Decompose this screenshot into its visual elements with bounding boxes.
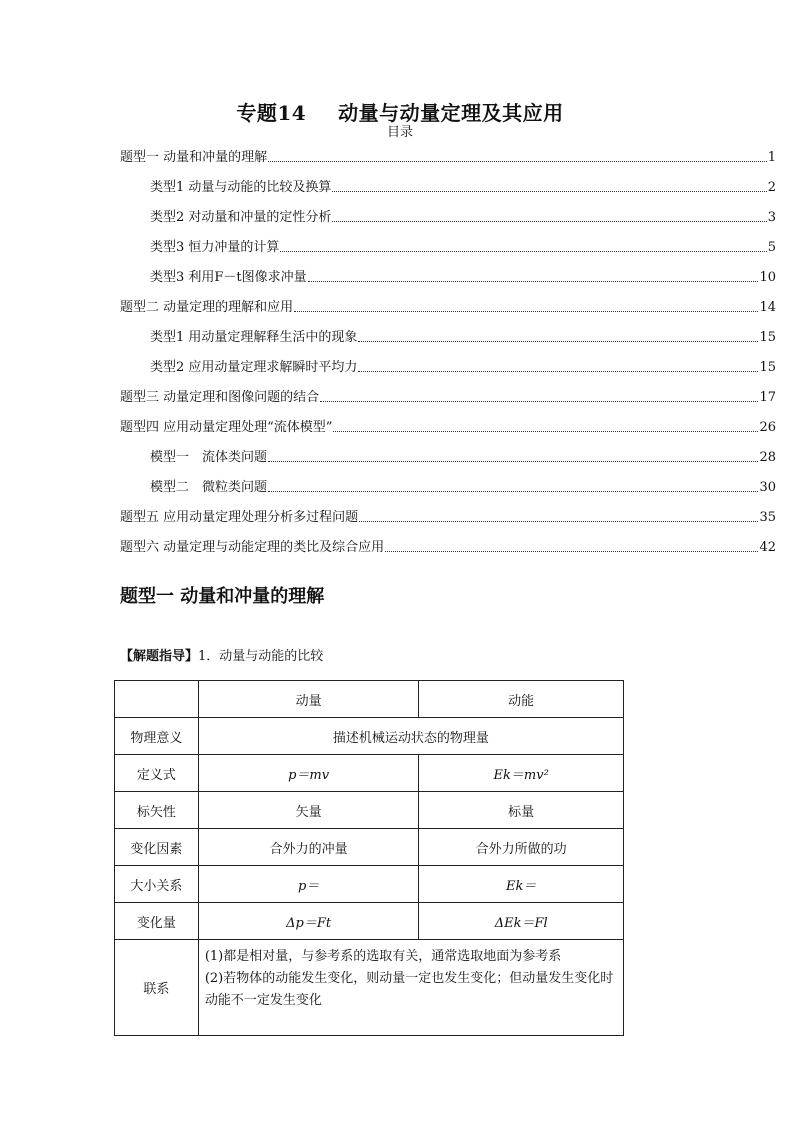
momentum-cell: 矢量 <box>198 792 419 829</box>
toc-dot-leader <box>320 401 758 402</box>
toc-dot-leader <box>333 431 758 432</box>
toc-dot-leader <box>359 521 758 522</box>
toc-entry-page: 15 <box>759 330 776 345</box>
row-label: 变化因素 <box>115 829 199 866</box>
toc-entry-page: 30 <box>759 480 776 495</box>
toc-entry[interactable] <box>120 165 776 195</box>
toc-entry-page: 1 <box>767 150 776 165</box>
title-text: 动量与动量定理及其应用 <box>338 101 564 125</box>
table-row <box>115 903 624 940</box>
toc-entry-page: 35 <box>759 510 776 525</box>
toc-entry[interactable] <box>120 255 776 285</box>
table-of-contents <box>120 135 776 555</box>
guide-tag: 【解题指导】 <box>120 649 199 664</box>
kinetic-energy-formula: Ek＝mv² <box>419 755 624 792</box>
row-label: 标矢性 <box>115 792 199 829</box>
row-label: 定义式 <box>115 755 199 792</box>
toc-entry[interactable] <box>120 465 776 495</box>
toc-dot-leader <box>332 221 766 222</box>
toc-entry-label: 模型一 流体类问题 <box>150 450 268 465</box>
toc-dot-leader <box>268 161 767 162</box>
kinetic-energy-cell: 合外力所做的功 <box>419 829 624 866</box>
header-cell-blank <box>115 681 199 718</box>
toc-entry[interactable] <box>120 375 776 405</box>
relation-line: (2)若物体的动能发生变化，则动量一定也发生变化；但动量发生变化时动能不一定发生变化 <box>204 971 614 1008</box>
toc-entry[interactable] <box>120 345 776 375</box>
momentum-formula: p＝mv <box>198 755 419 792</box>
momentum-cell: 合外力的冲量 <box>198 829 419 866</box>
header-cell-momentum: 动量 <box>198 681 419 718</box>
row-label: 大小关系 <box>115 866 199 903</box>
toc-entry-label: 题型五 应用动量定理处理分析多过程问题 <box>120 510 359 525</box>
relation-line: (1)都是相对量，与参考系的选取有关，通常选取地面为参考系 <box>204 949 562 964</box>
toc-entry[interactable] <box>120 285 776 315</box>
toc-entry-page: 3 <box>767 210 776 225</box>
merged-cell: 描述机械运动状态的物理量 <box>198 718 623 755</box>
toc-entry[interactable] <box>120 525 776 555</box>
toc-entry-label: 题型六 动量定理与动能定理的类比及综合应用 <box>120 540 385 555</box>
toc-entry-label: 题型一 动量和冲量的理解 <box>120 150 268 165</box>
toc-entry-page: 17 <box>759 390 776 405</box>
comparison-table <box>114 680 624 1036</box>
table-row <box>115 829 624 866</box>
guide-line <box>120 645 323 664</box>
toc-entry[interactable] <box>120 315 776 345</box>
toc-entry-label: 题型二 动量定理的理解和应用 <box>120 300 294 315</box>
toc-dot-leader <box>358 371 758 372</box>
kinetic-energy-cell: 标量 <box>419 792 624 829</box>
toc-entry-page: 14 <box>759 300 776 315</box>
table-row <box>115 792 624 829</box>
toc-dot-leader <box>294 311 758 312</box>
toc-entry-label: 类型3 利用F－t图像求冲量 <box>150 270 307 285</box>
table-row <box>115 718 624 755</box>
toc-entry[interactable] <box>120 435 776 465</box>
toc-heading: 目录 <box>386 125 413 140</box>
table-row <box>115 755 624 792</box>
toc-dot-leader <box>308 281 759 282</box>
guide-text: 1．动量与动能的比较 <box>198 649 324 664</box>
momentum-cell: Δp＝Ft <box>198 903 419 940</box>
kinetic-energy-cell: Ek＝ <box>419 866 624 903</box>
toc-entry[interactable] <box>120 495 776 525</box>
kinetic-energy-cell: ΔEk＝Fl <box>419 903 624 940</box>
toc-entry-label: 模型二 微粒类问题 <box>150 480 268 495</box>
toc-dot-leader <box>268 461 758 462</box>
toc-dot-leader <box>268 491 758 492</box>
toc-entry-page: 2 <box>767 180 776 195</box>
toc-entry-label: 题型四 应用动量定理处理“流体模型” <box>120 420 333 435</box>
toc-dot-leader <box>385 551 758 552</box>
toc-entry-label: 类型3 恒力冲量的计算 <box>150 240 280 255</box>
title-number: 专题14 <box>236 101 307 125</box>
toc-entry-page: 10 <box>759 270 776 285</box>
section-heading: 题型一 动量和冲量的理解 <box>120 586 325 607</box>
toc-entry-page: 15 <box>759 360 776 375</box>
header-cell-kinetic-energy: 动能 <box>419 681 624 718</box>
toc-entry-label: 类型2 应用动量定理求解瞬时平均力 <box>150 360 358 375</box>
toc-entry-page: 26 <box>759 420 776 435</box>
toc-entry[interactable] <box>120 405 776 435</box>
toc-dot-leader <box>358 341 758 342</box>
toc-entry-label: 类型1 用动量定理解释生活中的现象 <box>150 330 358 345</box>
toc-entry[interactable] <box>120 135 776 165</box>
toc-entry-page: 5 <box>767 240 776 255</box>
toc-dot-leader <box>280 251 766 252</box>
relation-cell <box>198 940 623 1036</box>
table-header-row <box>115 681 624 718</box>
table-row <box>115 866 624 903</box>
toc-entry[interactable] <box>120 225 776 255</box>
momentum-cell: p＝ <box>198 866 419 903</box>
row-label: 联系 <box>115 940 199 1036</box>
toc-entry-label: 类型1 动量与动能的比较及换算 <box>150 180 332 195</box>
toc-entry-label: 题型三 动量定理和图像问题的结合 <box>120 390 320 405</box>
toc-entry-page: 28 <box>759 450 776 465</box>
toc-entry-label: 类型2 对动量和冲量的定性分析 <box>150 210 332 225</box>
toc-entry[interactable] <box>120 195 776 225</box>
table-row <box>115 940 624 1036</box>
row-label: 物理意义 <box>115 718 199 755</box>
toc-dot-leader <box>332 191 766 192</box>
row-label: 变化量 <box>115 903 199 940</box>
toc-entry-page: 42 <box>759 540 776 555</box>
